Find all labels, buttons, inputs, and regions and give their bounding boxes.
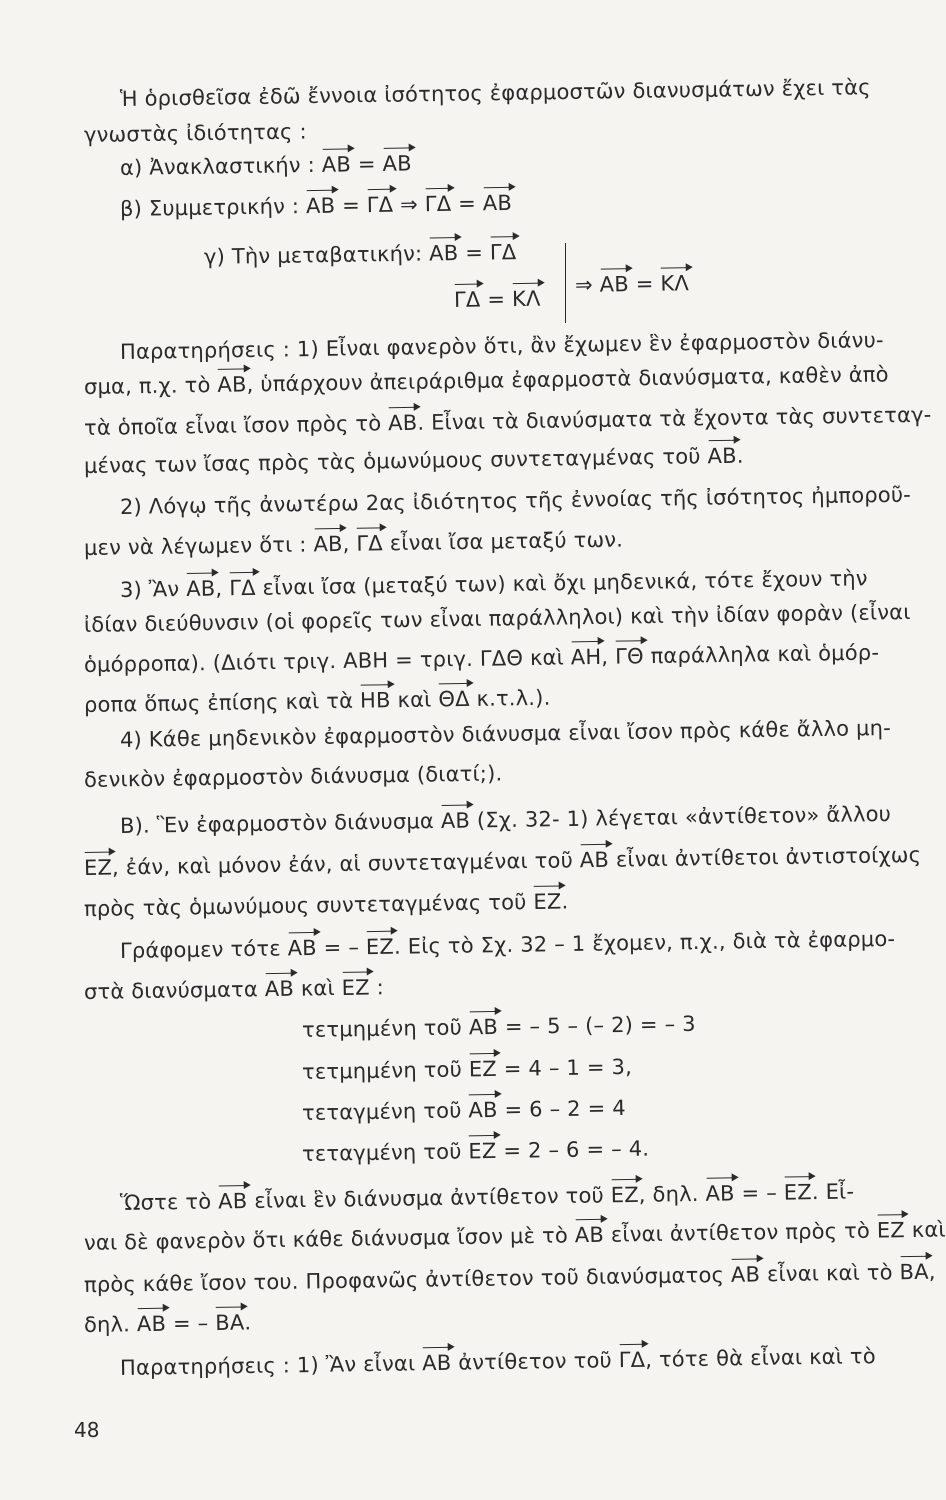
vector-symbol: BA (899, 1259, 929, 1285)
page-number: 48 (74, 1418, 100, 1442)
vector-symbol: AB (186, 576, 216, 601)
text-line: ροπα ὅπως ἐπίσης καὶ τὰ HB καὶ ΘΔ κ.τ.λ.). (83, 685, 551, 717)
vector-symbol: EZ (610, 1182, 639, 1208)
text-line: 3) Ἂν AB, ΓΔ εἶναι ἴσα (μεταξύ των) καὶ ὄχι μηδενικά, τότε ἔχουν τὴν (119, 566, 868, 602)
text-line: δενικὸν ἐφαρμοστὸν διάνυσμα (διατί;). (83, 761, 503, 792)
vector-symbol: KΛ (511, 286, 541, 312)
vector-symbol: BA (215, 1310, 245, 1335)
text-line: γ) Τὴν μεταβατικήν: AB = ΓΔ (203, 240, 517, 269)
text-line: Παρατηρήσεις : 1) Ἂν εἶναι AB ἀντίθετον τοῦ ΓΔ, τότε θὰ εἶναι καὶ τὸ (119, 1344, 876, 1380)
vector-symbol: AB (305, 193, 336, 219)
vector-symbol: AB (136, 1311, 167, 1337)
text-line: τεταγμένη τοῦ AB = 6 – 2 = 4 (301, 1095, 627, 1125)
vector-symbol: AB (730, 1262, 761, 1287)
vector-symbol: ΓΘ (614, 644, 644, 669)
text-line: γνωστὰς ἰδιότητας : (83, 119, 307, 147)
text-line: 2) Λόγῳ τῆς ἀνωτέρω 2ας ἰδιότητος τῆς ἐννοίας τῆς ἰσότητος ἠμποροῦ- (119, 482, 912, 519)
text-line: σμα, π.χ. τὸ AB, ὑπάρχουν ἀπειράριθμα ἐφαρμοστὰ διανύσματα, καθὲν ἀπὸ (83, 362, 889, 399)
text-line: δηλ. AB = – BA. (83, 1310, 252, 1337)
vector-symbol: KΛ (660, 271, 690, 296)
vector-symbol: EZ (783, 1180, 813, 1205)
vector-symbol: EZ (468, 1056, 498, 1082)
vector-symbol: AB (321, 152, 352, 177)
text-line: ⇒ AB = KΛ (574, 271, 690, 297)
vector-symbol: AB (599, 272, 630, 297)
vector-symbol: EZ (533, 889, 562, 914)
vector-symbol: AB (707, 443, 737, 469)
text-line: Παρατηρήσεις : 1) Εἶναι φανερὸν ὅτι, ἂν ἔχωμεν ἓν ἐφαρμοστὸν διάνυ- (119, 328, 884, 364)
text-line: Ὥστε τὸ AB εἶναι ἓν διάνυσμα ἀντίθετον τοῦ EZ, δηλ. AB = – EZ. Εἶ- (119, 1179, 855, 1215)
text-line: μεν νὰ λέγωμεν ὅτι : AB, ΓΔ εἶναι ἴσα μεταξύ των. (83, 527, 624, 560)
text-line: τεταγμένη τοῦ EZ = 2 – 6 = – 4. (301, 1136, 650, 1166)
vector-symbol: EZ (876, 1218, 906, 1243)
brace (565, 243, 566, 323)
text-line: στὰ διανύσματα AB καὶ EZ : (83, 975, 385, 1004)
vector-symbol: ΓΔ (618, 1347, 646, 1373)
vector-symbol: AB (705, 1181, 735, 1206)
vector-symbol: AB (482, 190, 513, 216)
text-line: τετμημένη τοῦ AB = – 5 – (– 2) = – 3 (301, 1011, 696, 1042)
vector-symbol: ΓΔ (229, 575, 256, 601)
text-line: πρὸς τὰς ὁμωνύμους συντεταγμένας τοῦ EZ. (83, 889, 569, 921)
vector-symbol: AB (387, 410, 418, 436)
vector-symbol: AB (428, 241, 459, 266)
vector-symbol: ΓΔ (489, 240, 517, 265)
text-line: Β). Ἓν ἐφαρμοστὸν διάνυσμα AB (Σχ. 32- 1) λέγεται «ἀντίθετον» ἄλλου (119, 801, 892, 838)
text-line: ΓΔ = KΛ (453, 286, 541, 312)
text-line: μένας των ἴσας πρὸς τὰς ὁμωνύμους συντεταγμένας τοῦ AB. (83, 443, 744, 478)
text-line: 4) Κάθε μηδενικὸν ἐφαρμοστὸν διάνυσμα εἶναι ἴσον πρὸς κάθε ἄλλο μη- (119, 715, 892, 752)
vector-symbol: AB (217, 372, 247, 397)
vector-symbol: AB (264, 976, 295, 1002)
vector-symbol: HB (359, 688, 391, 713)
vector-symbol: AB (440, 808, 471, 833)
vector-symbol: ΓΔ (424, 191, 452, 217)
vector-symbol: EZ (365, 934, 395, 960)
text-line: ἰδίαν διεύθυνσιν (οἱ φορεῖς των εἶναι παράλληλοι) καὶ τὴν ἰδίαν φορὰν (εἶναι (83, 600, 911, 637)
text-line: Γράφομεν τότε AB = – EZ. Εἰς τὸ Σχ. 32 – 1 ἔχομεν, π.χ., διὰ τὰ ἐφαρμο- (119, 926, 896, 963)
vector-symbol: AB (217, 1189, 248, 1214)
vector-symbol: ΓΔ (453, 287, 481, 312)
vector-symbol: AB (382, 151, 412, 176)
vector-symbol: AH (570, 644, 602, 670)
vector-symbol: ΓΔ (366, 192, 394, 218)
vector-symbol: AB (579, 847, 610, 873)
text-line: Ἡ ὁρισθεῖσα ἐδῶ ἔννοια ἰσότητος ἐφαρμοστῶν διανυσμάτων ἔχει τὰς (119, 75, 871, 111)
vector-symbol: ΓΔ (356, 531, 384, 556)
text-line: ὁμόρροπα). (Διότι τριγ. ΑΒΗ = τριγ. ΓΔΘ καὶ AH, ΓΘ παράλληλα καὶ ὁμόρ- (83, 640, 880, 677)
vector-symbol: AB (287, 935, 318, 961)
vector-symbol: EZ (468, 1138, 497, 1164)
text-line: ναι δὲ φανερὸν ὅτι κάθε διάνυσμα ἴσον μὲ τὸ AB εἶναι ἀντίθετον πρὸς τὸ EZ καὶ (83, 1217, 946, 1255)
vector-symbol: AB (574, 1222, 605, 1248)
text-line: EZ, ἐάν, καὶ μόνον ἐάν, αἱ συντεταγμέναι τοῦ AB εἶναι ἀντίθετοι ἀντιστοίχως (83, 842, 922, 880)
text-line: πρὸς κάθε ἴσον του. Προφανῶς ἀντίθετον τοῦ διανύσματος AB εἶναι καὶ τὸ BA, (83, 1259, 936, 1297)
vector-symbol: AB (421, 1350, 452, 1376)
vector-symbol: EZ (341, 975, 370, 1000)
text-line: τὰ ὁποῖα εἶναι ἴσον πρὸς τὸ AB. Εἶναι τὰ διανύσματα τὰ ἔχοντα τὰς συντεταγ- (83, 402, 932, 440)
text-line: τετμημένη τοῦ EZ = 4 – 1 = 3, (301, 1054, 633, 1084)
vector-symbol: ΘΔ (438, 686, 470, 712)
text-line: β) Συμμετρικήν : AB = ΓΔ ⇒ ΓΔ = AB (119, 190, 513, 221)
text-line: α) Ἀνακλαστικήν : AB = AB (119, 151, 412, 180)
vector-symbol: EZ (83, 855, 113, 880)
vector-symbol: AB (313, 531, 343, 557)
vector-symbol: AB (468, 1014, 499, 1040)
vector-symbol: AB (468, 1097, 498, 1123)
